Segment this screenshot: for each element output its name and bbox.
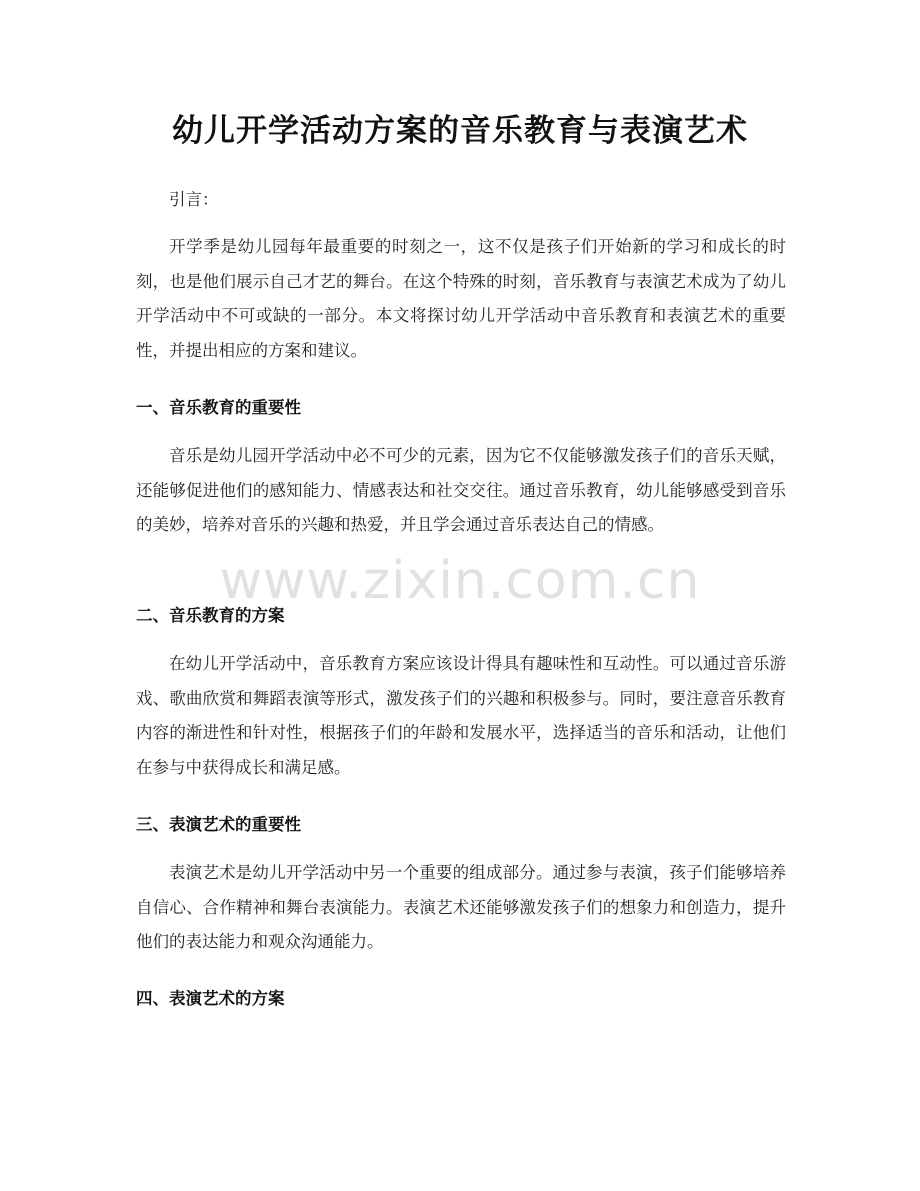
section-heading-1: 一、音乐教育的重要性 <box>136 398 301 417</box>
section-heading-4: 四、表演艺术的方案 <box>136 989 285 1008</box>
section-heading-3: 三、表演艺术的重要性 <box>136 815 301 834</box>
intro-label: 引言： <box>169 190 219 209</box>
section-paragraph-1: 音乐是幼儿园开学活动中必不可少的元素，因为它不仅能够激发孩子们的音乐天赋，还能够促进他们的感知能力、情感表达和社交交往。通过音乐教育，幼儿能够感受到音乐的美妙，培养对音乐的兴趣和热爱，并且学会通过音乐表达自己的情感。 <box>136 446 786 534</box>
document-title: 幼儿开学活动方案的音乐教育与表演艺术 <box>172 113 748 149</box>
section-heading-2: 二、音乐教育的方案 <box>136 606 285 625</box>
watermark-text: www.zixin.com.cn <box>219 551 701 611</box>
intro-paragraph: 开学季是幼儿园每年最重要的时刻之一，这不仅是孩子们开始新的学习和成长的时刻，也是他们展示自己才艺的舞台。在这个特殊的时刻，音乐教育与表演艺术成为了幼儿开学活动中不可或缺的一部分。本文将探讨幼儿开学活动中音乐教育和表演艺术的重要性，并提出相应的方案和建议。 <box>136 237 786 360</box>
section-paragraph-3: 表演艺术是幼儿开学活动中另一个重要的组成部分。通过参与表演，孩子们能够培养自信心、合作精神和舞台表演能力。表演艺术还能够激发孩子们的想象力和创造力，提升他们的表达能力和观众沟通能力。 <box>136 863 786 951</box>
section-paragraph-2: 在幼儿开学活动中，音乐教育方案应该设计得具有趣味性和互动性。可以通过音乐游戏、歌曲欣赏和舞蹈表演等形式，激发孩子们的兴趣和积极参与。同时，要注意音乐教育内容的渐进性和针对性，根据孩子们的年龄和发展水平，选择适当的音乐和活动，让他们在参与中获得成长和满足感。 <box>136 654 786 777</box>
